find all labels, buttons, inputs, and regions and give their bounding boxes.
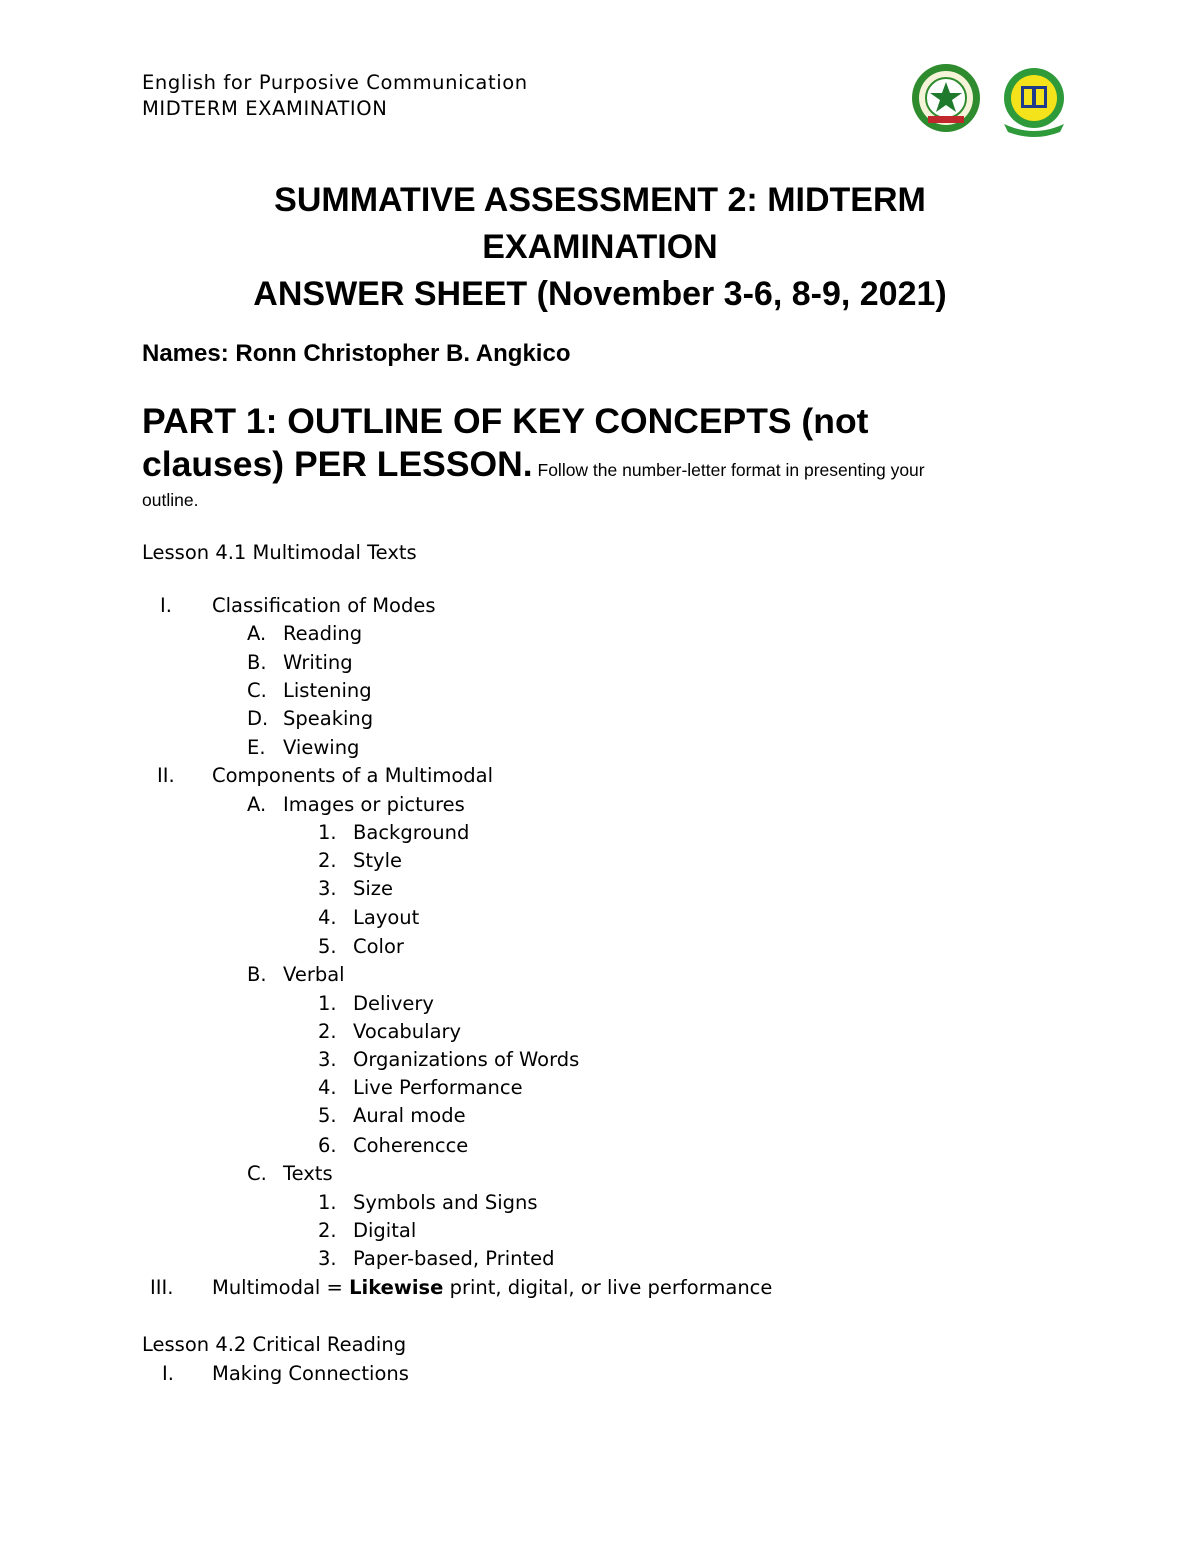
letter-marker: C.: [247, 679, 267, 702]
outline-text: Size: [353, 877, 394, 900]
letter-marker: B.: [247, 651, 267, 674]
part1-heading: [142, 400, 1042, 492]
number-marker: 4.: [318, 1076, 337, 1099]
number-marker: 1.: [318, 992, 337, 1015]
outline-text: Listening: [283, 679, 372, 702]
outline-text: Style: [353, 849, 402, 872]
outline-text: Speaking: [283, 707, 374, 730]
outline-text: Coherencce: [353, 1134, 469, 1157]
roman-numeral: I.: [160, 594, 172, 617]
title-line-2: EXAMINATION: [482, 228, 718, 266]
number-marker: 3.: [318, 877, 337, 900]
outline-text: Vocabulary: [353, 1020, 462, 1043]
sec3-suffix: print, digital, or live performance: [443, 1276, 773, 1299]
number-marker: 4.: [318, 906, 337, 929]
roman-numeral: I.: [162, 1362, 174, 1385]
number-marker: 2.: [318, 1020, 337, 1043]
number-marker: 6.: [318, 1134, 337, 1157]
outline-text: Digital: [353, 1219, 417, 1242]
part1-heading-line-1: PART 1: OUTLINE OF KEY CONCEPTS (not: [142, 401, 869, 441]
letter-marker: B.: [247, 963, 267, 986]
letter-marker: E.: [247, 736, 266, 759]
outline-text: Making Connections: [212, 1362, 409, 1385]
number-marker: 3.: [318, 1247, 337, 1270]
outline-text: Live Performance: [353, 1076, 523, 1099]
seal-logo-left-icon: [912, 64, 980, 132]
sec3-prefix: Multimodal =: [212, 1276, 350, 1299]
outline-text: Paper-based, Printed: [353, 1247, 555, 1270]
outline-text: Viewing: [283, 736, 360, 759]
part1-heading-line-2: [142, 443, 1042, 492]
title-line-3: ANSWER SHEET (November 3-6, 8-9, 2021): [253, 275, 947, 313]
outline-text: Texts: [283, 1162, 333, 1185]
number-marker: 2.: [318, 1219, 337, 1242]
number-marker: 2.: [318, 849, 337, 872]
outline-text: Symbols and Signs: [353, 1191, 538, 1214]
roman-numeral: II.: [157, 764, 175, 787]
letter-marker: A.: [247, 622, 267, 645]
outline-text: Delivery: [353, 992, 434, 1015]
outline-text: Images or pictures: [283, 793, 465, 816]
letter-marker: A.: [247, 793, 267, 816]
outline-text: Writing: [283, 651, 353, 674]
student-names: Names: Ronn Christopher B. Angkico: [142, 340, 571, 367]
school-logos: [908, 62, 1068, 140]
outline-text: Components of a Multimodal: [212, 764, 494, 787]
outline-text: Color: [353, 935, 404, 958]
lesson-4-2-title: Lesson 4.2 Critical Reading: [142, 1333, 407, 1356]
letter-marker: D.: [247, 707, 269, 730]
document-title: [0, 177, 1200, 318]
seal-logo-right-icon: [1004, 68, 1064, 137]
outline-text: Aural mode: [353, 1104, 466, 1127]
part1-heading-line-2-text: clauses) PER LESSON.: [142, 444, 533, 484]
roman-numeral: III.: [150, 1276, 174, 1299]
outline-text: Background: [353, 821, 470, 844]
outline-text: Organizations of Words: [353, 1048, 580, 1071]
exam-name: MIDTERM EXAMINATION: [142, 97, 388, 120]
outline-text: Classification of Modes: [212, 594, 436, 617]
document-header: [142, 70, 528, 122]
lesson-4-1-title: Lesson 4.1 Multimodal Texts: [142, 541, 417, 564]
outline-text: Layout: [353, 906, 420, 929]
part1-instruction-cont: outline.: [142, 490, 199, 510]
outline-text: [212, 1276, 772, 1299]
outline-text: Reading: [283, 622, 363, 645]
number-marker: 3.: [318, 1048, 337, 1071]
number-marker: 5.: [318, 1104, 337, 1127]
letter-marker: C.: [247, 1162, 267, 1185]
outline-text: Verbal: [283, 963, 345, 986]
number-marker: 1.: [318, 821, 337, 844]
part1-instruction: Follow the number-letter format in presenting your: [532, 460, 925, 480]
title-line-1: SUMMATIVE ASSESSMENT 2: MIDTERM: [274, 181, 926, 219]
course-name: English for Purposive Communication: [142, 71, 528, 94]
number-marker: 5.: [318, 935, 337, 958]
sec3-emphasis: Likewise: [349, 1276, 444, 1299]
number-marker: 1.: [318, 1191, 337, 1214]
